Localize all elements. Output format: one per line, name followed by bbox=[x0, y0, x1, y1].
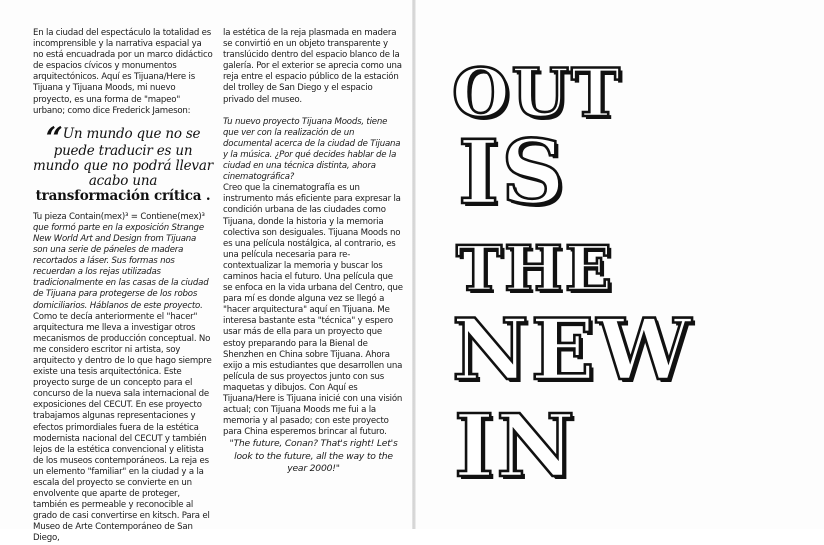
answer-paragraph-1: Como te decía anteriormente el "hacer" arquitectura me lleva a investigar otros mecanismos de producción conceptual. No me considero escritor ni artista, soy arquitecto y dentro de lo que hago siempre existe una tesis arquitectónica. Este proyecto surge de un concepto para el concurso de la nueva sala internacional de exposiciones del CECUT. En ese proyecto trabajamos algunas representaciones y efectos primordiales fuera de la estética modernista nacional del CECUT y también lejos de la estética convencional y elitista de los museos contemporáneos. La reja es un elemento "familiar" en la ciudad y a la escala del proyecto se convierte en un envolvente que aparte de proteger, también es permeable y reconocible al grado de casi convertirse en kitsch. Para el Museo de Arte Contemporáneo de San Diego, bbox=[33, 311, 212, 544]
closing-quote: "The future, Conan? That's right! Let's look to the future, all the way to the year 2000!" bbox=[229, 438, 398, 475]
poster-word-is: IS bbox=[458, 120, 567, 224]
poster-word-the: THE bbox=[456, 232, 614, 305]
quote-body: Un mundo que no se puede traducir es un mundo que no podrá llevar acabo una bbox=[33, 125, 213, 189]
poster-word-in: IN bbox=[454, 396, 577, 497]
pull-quote bbox=[33, 120, 213, 204]
intro-paragraph: En la ciudad del espectáculo la totalidad es incomprensible y la narrativa espacial ya no está encuadrada por un marco didáctico de espacios cívicos y monumentos arquitectónicos. Aquí es Tijuana/Here is Tijuana y Tijuana Moods, mi nuevo proyecto, es una forma de "mapeo" urbano; como dice Frederick Jameson: bbox=[33, 28, 213, 116]
quote-mark: “ bbox=[45, 120, 63, 156]
interview-question-1 bbox=[33, 212, 213, 312]
middle-column bbox=[223, 28, 404, 476]
quote-last-line: transformación crítica . bbox=[35, 187, 211, 204]
left-column bbox=[33, 28, 213, 545]
answer-paragraph-2: Creo que la cinematografía es un instrumento más eficiente para expresar la condición urbana de las ciudades como Tijuana, donde la historia y la memoria colectiva son desiguales. Tijuana Moods no es una película nostálgica, al contrario, es una película necesaria para re-contextualizar la memoria y buscar los caminos hacia el futuro. Una película que se enfoca en la vida urbana del Centro, que para mí es donde alguna vez se llegó a "hacer arquitectura" aquí en Tijuana. Me interesa bastante esta "técnica" y espero usar más de ella para un proyecto que estoy preparando para la Bienal de Shenzhen en China sobre Tijuana. Ahora exijo a mis estudiantes que desarrollen una película de sus proyectos junto con sus maquetas y dibujos. Con Aquí es Tijuana/Here is Tijuana inicié con una visión actual; con Tijuana Moods me fui a la memoria y al pasado; con este proyecto para China esperemos brincar al futuro. bbox=[223, 183, 403, 438]
question-rest: que formó parte en la exposición Strange New World Art and Design from Tijuana son una serie de páneles de madera recortados a láser. Sus formas nos recuerdan a los rejas utilizadas tradicionalmente en las casas de la ciudad de Tijuana para protegerse de los robos domiciliarios. Háblanos de este proyecto. bbox=[33, 222, 209, 311]
question-lead: Tu pieza Contain(mex)³ = Contiene(mex)³ bbox=[33, 211, 205, 222]
poster-word-out: OUT bbox=[452, 54, 623, 132]
page-fold bbox=[412, 0, 416, 529]
typographic-poster bbox=[450, 54, 780, 500]
answer-continuation: la estética de la reja plasmada en madera se convirtió en un objeto transparente y translúcido dentro del espacio blanco de la galería. Por el exterior se aprecia como una reja entre el espacio público de la estación del trolley de San Diego y el espacio privado del museo. bbox=[223, 28, 402, 105]
poster-word-new: NEW bbox=[452, 300, 694, 399]
interview-question-2: Tu nuevo proyecto Tijuana Moods, tiene que ver con la realización de un documental acerca de la ciudad de Tijuana y la música. ¿Por qué decides hablar de la ciudad en una técnica distinta, ahora cinematográfica? bbox=[223, 116, 401, 183]
